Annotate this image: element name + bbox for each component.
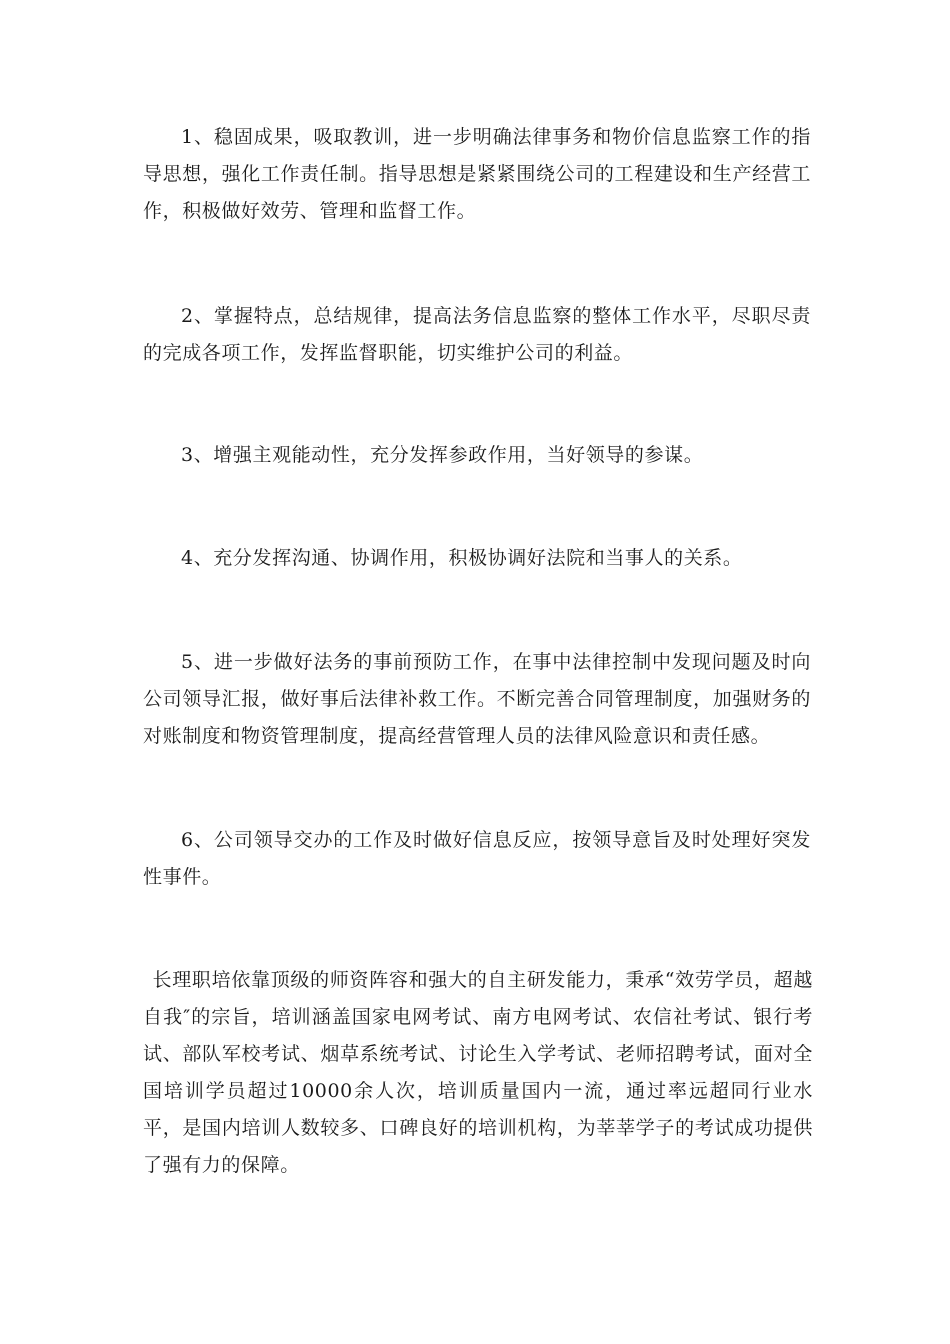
paragraph-3: 3、增强主观能动性，充分发挥参政作用，当好领导的参谋。 <box>181 444 704 466</box>
promo-paragraph: 长理职培依靠顶级的师资阵容和强大的自主研发能力，秉承“效劳学员，超越自我″的宗旨，培训涵盖国家电网考试、南方电网考试、农信社考试、银行考试、部队军校考试、烟草系统考试、讨论生入学考试、老师招聘考试，面对全国培训学员超过10000余人次，培训质量国内一流，通过率远超同行业水平，是国内培训人数较多、口碑良好的培训机构，为莘莘学子的考试成功提供了强有力的保障。 <box>143 969 813 1176</box>
paragraph-2: 2、掌握特点，总结规律，提高法务信息监察的整体工作水平，尽职尽责的完成各项工作，发挥监督职能，切实维护公司的利益。 <box>143 305 811 364</box>
paragraph-4: 4、充分发挥沟通、协调作用，积极协调好法院和当事人的关系。 <box>181 547 743 569</box>
paragraph-6: 6、公司领导交办的工作及时做好信息反应，按领导意旨及时处理好突发性事件。 <box>143 829 811 888</box>
paragraph-1: 1、稳固成果，吸取教训，进一步明确法律事务和物价信息监察工作的指导思想，强化工作责任制。指导思想是紧紧围绕公司的工程建设和生产经营工作，积极做好效劳、管理和监督工作。 <box>143 126 811 222</box>
paragraph-5: 5、进一步做好法务的事前预防工作，在事中法律控制中发现问题及时向公司领导汇报，做好事后法律补救工作。不断完善合同管理制度，加强财务的对账制度和物资管理制度，提高经营管理人员的法律风险意识和责任感。 <box>143 651 811 747</box>
